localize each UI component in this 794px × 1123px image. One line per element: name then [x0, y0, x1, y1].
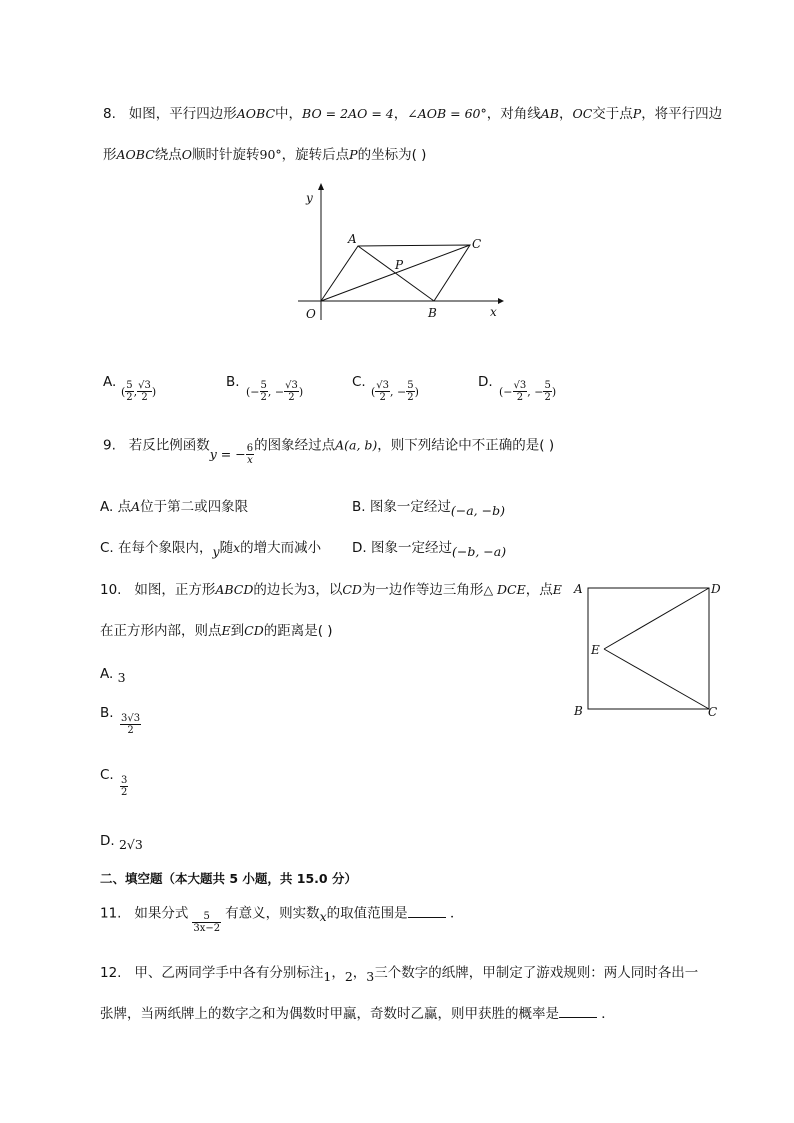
- q9-text: ，则下列结论中不正确的是( ): [377, 437, 555, 454]
- label-p: P: [395, 258, 404, 272]
- q10-text: 为一边作等边三角形: [361, 582, 484, 598]
- fraction: [120, 775, 128, 798]
- q9-text: 的图象经过点: [254, 437, 336, 454]
- q9-function: [210, 443, 254, 466]
- q8-option-a[interactable]: [103, 374, 157, 403]
- diagonal-oc: [321, 245, 470, 301]
- option-text: 在每个象限内，: [118, 540, 213, 556]
- frac-num: 5: [126, 380, 133, 391]
- label-d: D: [711, 582, 721, 596]
- q9-option-a[interactable]: [100, 497, 248, 517]
- frac-den: 3x−2: [193, 923, 221, 934]
- option-math: A: [131, 499, 141, 514]
- option-label: B.: [226, 374, 240, 390]
- segment-ce: [604, 649, 709, 709]
- q12-n1: 1: [323, 969, 332, 984]
- frac-num: √3: [376, 380, 390, 391]
- option-label: A.: [100, 499, 114, 515]
- option-label: C.: [100, 540, 114, 556]
- q8-p: P: [349, 147, 358, 162]
- q8-line2: [103, 145, 426, 165]
- frac-num: 5: [260, 380, 267, 391]
- q11-fraction: [192, 911, 221, 934]
- q12-n3: 3: [366, 969, 375, 984]
- q10-text: 的边长为: [253, 582, 308, 598]
- frac-den: 2: [544, 392, 551, 403]
- fraction: [260, 380, 268, 403]
- q8-text: 顺时针旋转: [192, 147, 260, 163]
- option-text: 图象一定经过: [370, 540, 452, 556]
- q8-shape: AOBC: [236, 106, 276, 121]
- option-label: A.: [103, 374, 117, 390]
- frac-num: 6: [246, 443, 254, 454]
- option-math: 2√3: [118, 837, 143, 852]
- square-abcd: [588, 588, 709, 709]
- q10-line1: [100, 580, 562, 600]
- option-label: B.: [352, 499, 366, 515]
- q8-text: ，旋转后点: [281, 147, 350, 163]
- q8-text: ，对角线: [486, 106, 541, 122]
- paren: (−: [246, 385, 260, 399]
- sep: , −: [390, 385, 407, 399]
- q8-option-b[interactable]: [226, 374, 304, 403]
- q11-line: [100, 902, 464, 934]
- q12-text: ，: [352, 965, 367, 981]
- q10-line2: [100, 621, 333, 641]
- frac-den: 2: [127, 725, 134, 736]
- answer-blank[interactable]: [559, 1005, 597, 1018]
- option-math: (−b, −a): [451, 544, 507, 559]
- frac-den: 2: [288, 392, 295, 403]
- option-label: D.: [100, 833, 115, 849]
- q10-option-a[interactable]: [100, 664, 126, 684]
- fraction: [137, 380, 152, 403]
- paren: ): [298, 385, 304, 399]
- q10-text: 如图，正方形: [134, 582, 216, 598]
- q10-figure: [570, 576, 730, 722]
- segment-de: [604, 588, 709, 649]
- x-arrow: [498, 298, 504, 304]
- label-c: C: [472, 237, 482, 251]
- frac-den: 2: [260, 392, 267, 403]
- frac-num: 5: [192, 911, 221, 923]
- label-c: C: [708, 705, 718, 719]
- fraction: [375, 380, 390, 403]
- q10-e: E: [221, 623, 231, 638]
- frac-num: 5: [544, 380, 551, 391]
- q12-text: 三个数字的纸牌，甲制定了游戏规则：两人同时各出一: [374, 965, 699, 981]
- fraction: [120, 713, 141, 736]
- option-label: C.: [100, 767, 114, 783]
- q10-option-b[interactable]: [100, 705, 141, 736]
- q12-line2: [100, 1004, 615, 1024]
- paren: (: [371, 385, 376, 399]
- label-o: O: [306, 307, 316, 321]
- answer-blank[interactable]: [408, 905, 446, 918]
- fraction: [246, 443, 254, 466]
- q11-text: 如果分式: [134, 905, 189, 922]
- q8-option-d[interactable]: [478, 374, 557, 403]
- q10-text: ，以: [315, 582, 343, 598]
- q10-triangle: △ DCE: [483, 582, 526, 597]
- option-text: 位于第二或四象限: [140, 499, 249, 515]
- q8-o: O: [181, 147, 193, 162]
- q10-text: 的距离是( ): [263, 623, 333, 639]
- frac-num: 3: [121, 775, 128, 786]
- q10-text: ，点: [525, 582, 553, 598]
- option-label: B.: [100, 705, 114, 721]
- q12-number: 12.: [100, 965, 122, 981]
- frac-num: 5: [407, 380, 414, 391]
- q8-option-c[interactable]: [352, 374, 419, 403]
- option-label: D.: [352, 540, 367, 556]
- q8-p: P: [632, 106, 642, 121]
- diagonal-ab: [358, 246, 434, 301]
- q10-text: 在正方形内部，则点: [100, 623, 222, 639]
- q8-text: ，将平行四边: [641, 106, 723, 122]
- q9-line1: [103, 434, 555, 466]
- q10-three: 3: [307, 582, 316, 597]
- q9-text: 若反比例函数: [128, 437, 210, 454]
- fraction: [513, 380, 528, 403]
- q9-option-d[interactable]: [352, 538, 506, 558]
- q10-option-d[interactable]: [100, 831, 143, 851]
- q12-text: 张牌，当两纸牌上的数字之和为偶数时甲赢，奇数时乙赢，则甲获胜的概率是: [100, 1006, 559, 1022]
- q9-fy: y = −: [209, 446, 246, 462]
- q8-eq1: BO = 2AO = 4: [302, 106, 394, 121]
- q8-text: 绕点: [154, 147, 182, 163]
- frac-num: √3: [513, 380, 527, 391]
- q9-option-b[interactable]: [352, 497, 505, 517]
- label-e: E: [591, 643, 600, 657]
- q11-x: x: [319, 908, 327, 924]
- frac-den: 2: [126, 392, 133, 403]
- q10-abcd: ABCD: [215, 582, 254, 597]
- q8-line1: [103, 104, 722, 124]
- frac-den: 2: [379, 392, 386, 403]
- q8-text: 中，: [275, 106, 303, 122]
- frac-num: √3: [138, 380, 151, 391]
- q8-number: 8.: [103, 106, 116, 122]
- paren: ): [414, 385, 419, 399]
- q8-oc: OC: [572, 106, 593, 121]
- option-text: 的增大而减小: [240, 540, 322, 556]
- q8-text: 形: [103, 147, 117, 163]
- label-a: A: [348, 232, 357, 246]
- fraction: [284, 380, 299, 403]
- option-math: (−a, −b): [450, 503, 505, 518]
- option-text: 随: [219, 540, 234, 556]
- paren: (: [121, 385, 126, 399]
- q10-cd: CD: [342, 582, 362, 597]
- q8-text: ，: [558, 106, 573, 122]
- q8-text: 如图，平行四边形: [128, 106, 237, 122]
- q12-text: 甲、乙两同学手中各有分别标注: [134, 965, 324, 981]
- q10-option-c[interactable]: [100, 767, 128, 798]
- q8-shape: AOBC: [116, 147, 155, 162]
- q12-line1: [100, 963, 698, 983]
- q9-option-c[interactable]: [100, 538, 321, 558]
- sep: , −: [267, 385, 285, 399]
- q8-figure: [290, 180, 510, 325]
- q8-ab: AB: [540, 106, 559, 121]
- q9-number: 9.: [103, 437, 116, 454]
- section-title: 二、填空题（本大题共 5 小题，共 15.0 分）: [100, 871, 357, 886]
- option-label: A.: [100, 666, 114, 682]
- paren: ): [551, 385, 557, 399]
- q8-text: 交于点: [592, 106, 633, 122]
- option-label: D.: [478, 374, 493, 390]
- frac-den: x: [247, 455, 253, 466]
- fraction: [125, 380, 133, 403]
- label-b: B: [428, 306, 437, 320]
- fraction: [192, 911, 221, 934]
- option-text: 点: [117, 499, 132, 515]
- y-arrow: [318, 183, 324, 190]
- label-y: y: [306, 191, 313, 205]
- q10-e: E: [552, 582, 562, 597]
- paren: ): [151, 385, 157, 399]
- q10-number: 10.: [100, 582, 122, 598]
- frac-den: 2: [407, 392, 414, 403]
- frac-num: 3√3: [121, 713, 141, 724]
- q12-text: ，: [331, 965, 345, 981]
- fraction: [406, 380, 414, 403]
- frac-den: 2: [121, 787, 128, 798]
- q9-point: A(a, b): [335, 437, 378, 453]
- option-math: 3: [117, 670, 126, 685]
- q8-text: ，: [393, 106, 408, 122]
- label-a: A: [574, 582, 583, 596]
- option-math: y: [212, 544, 220, 559]
- q11-number: 11.: [100, 905, 122, 922]
- option-label: C.: [352, 374, 366, 390]
- q8-text: 的坐标为( ): [357, 147, 427, 163]
- frac-den: 2: [141, 392, 148, 403]
- q11-text: 有意义，则实数: [225, 905, 320, 922]
- q12-n2: 2: [344, 969, 353, 984]
- q8-deg: 90°: [259, 147, 282, 162]
- fraction: [543, 380, 551, 403]
- q12-end: ．: [601, 1006, 615, 1022]
- label-x: x: [490, 305, 497, 319]
- sep: ,: [133, 385, 138, 399]
- sep: , −: [527, 385, 544, 399]
- option-math: x: [233, 540, 241, 555]
- frac-num: √3: [285, 380, 298, 391]
- q11-text: 的取值范围是: [326, 905, 408, 922]
- paren: (−: [499, 385, 513, 399]
- q8-eq2: ∠AOB = 60°: [407, 106, 487, 121]
- label-b: B: [574, 704, 583, 718]
- option-text: 图象一定经过: [369, 499, 451, 515]
- q11-end: ．: [449, 905, 464, 922]
- q10-text: 到: [230, 623, 245, 639]
- q10-cd: CD: [244, 623, 264, 638]
- frac-den: 2: [516, 392, 524, 403]
